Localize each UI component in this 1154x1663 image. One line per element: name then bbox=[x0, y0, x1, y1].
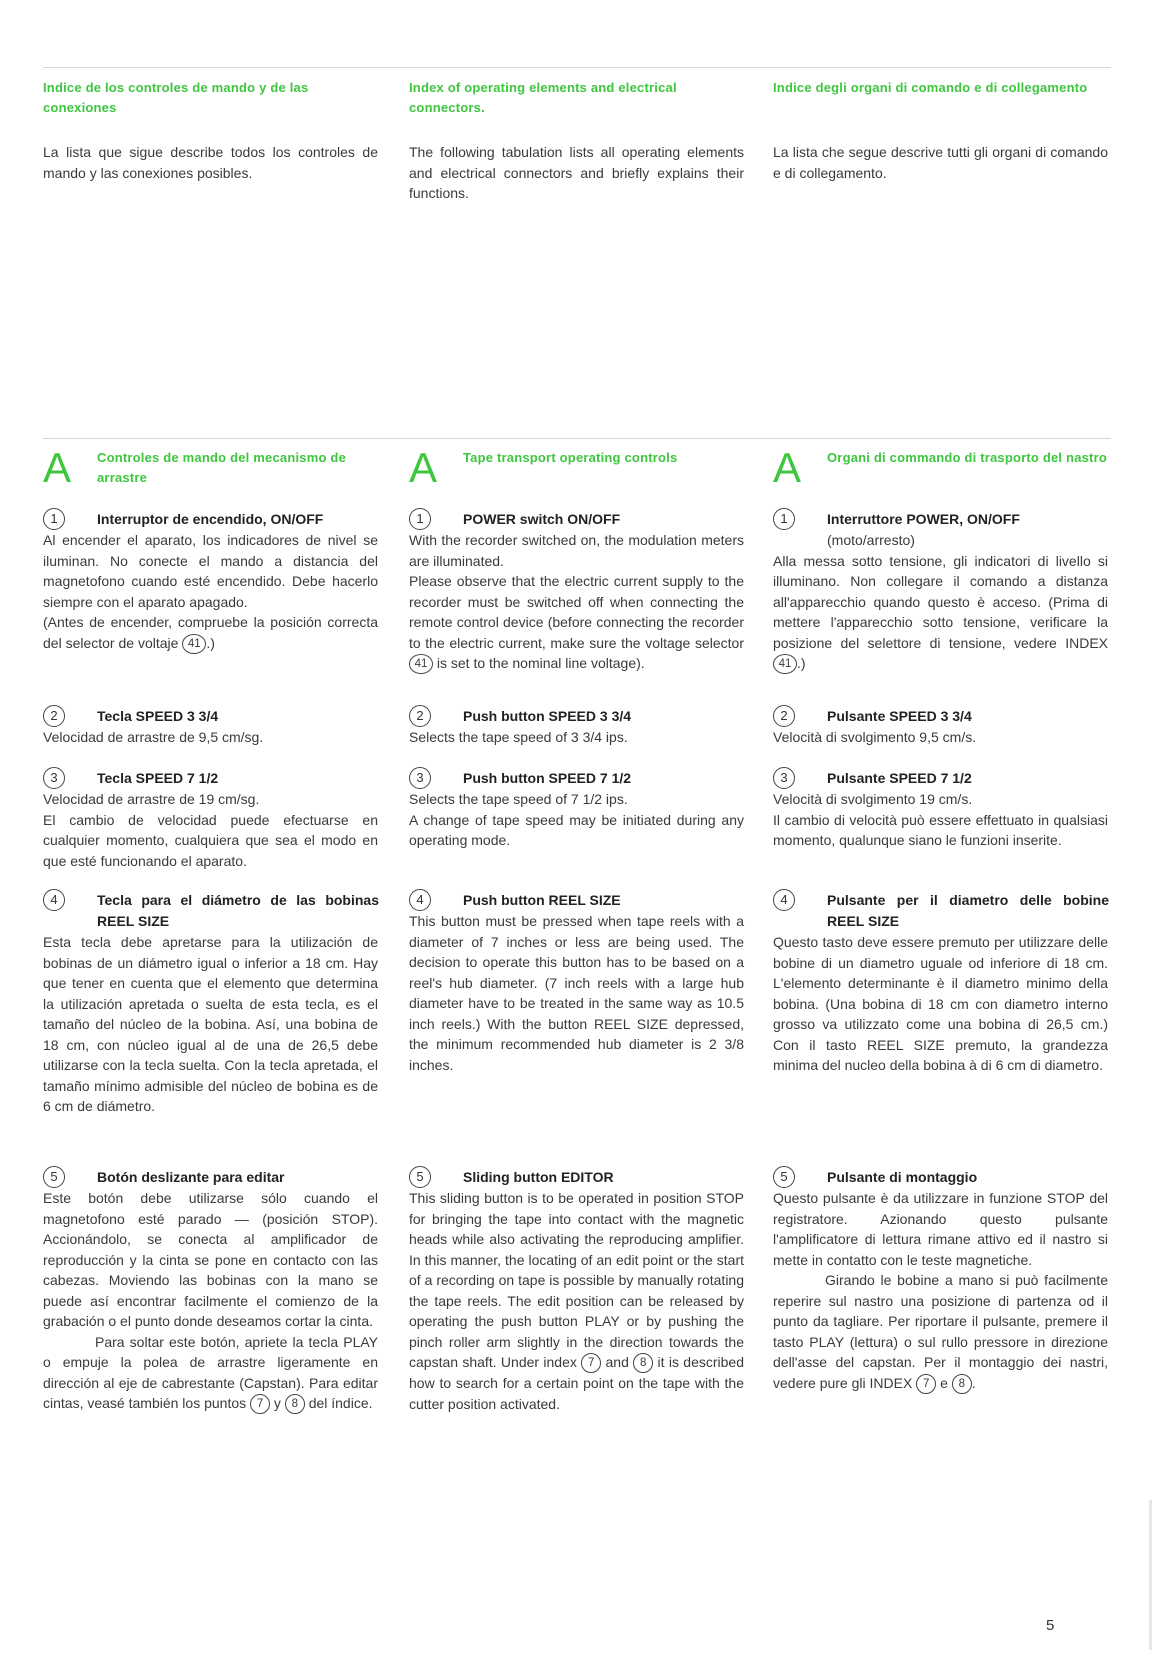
item-text: Questo pulsante è da utilizzare in funzione STOP del registratore. Azionando questo pulsante l'amplificatore di lettura rimane attivo ed il nastro si mette in contatto con le teste magnetiche. bbox=[773, 1190, 1108, 1268]
item-number: 1 bbox=[409, 508, 431, 530]
section-letter: A bbox=[409, 444, 438, 491]
item-it-2 bbox=[773, 706, 1108, 748]
item-number: 4 bbox=[773, 889, 795, 911]
item-text: Selects the tape speed of 7 1/2 ips. bbox=[409, 791, 628, 807]
item-number: 2 bbox=[409, 705, 431, 727]
item-title: Push button SPEED 3 3/4 bbox=[463, 708, 632, 724]
index-ref: 41 bbox=[182, 634, 206, 654]
item-text: y bbox=[273, 1395, 281, 1411]
item-text: e bbox=[940, 1374, 948, 1391]
index-ref: 8 bbox=[952, 1374, 972, 1394]
item-text: A change of tape speed may be initiated during any operating mode. bbox=[409, 811, 744, 848]
item-text: This sliding button is to be operated in position STOP for bringing the tape into contact with the magnetic heads while also activating the reproducing amplifier. In this manner, the locating of an edit point or the start of a recording on tape is possible by manually rotating the tape reels. The edit position can be released by operating the push button PLAY or by pushing the pinch roller arm slightly in the direction towards the capstan shaft. Under index bbox=[409, 1190, 744, 1370]
item-it-3 bbox=[773, 768, 1108, 851]
item-title: Botón deslizante para editar bbox=[97, 1169, 285, 1185]
item-es-1 bbox=[43, 509, 378, 654]
item-es-4 bbox=[43, 890, 378, 1117]
item-title: Tecla SPEED 3 3/4 bbox=[97, 708, 219, 724]
item-en-3 bbox=[409, 768, 744, 851]
item-text: .) bbox=[797, 655, 806, 671]
item-number: 2 bbox=[773, 705, 795, 727]
item-number: 1 bbox=[773, 508, 795, 530]
item-text: Girando le bobine a mano si può facilmente reperire sul nastro una posizione di partenza od il punto da tagliare. Per riportare il pulsante, premere il tasto PLAY (lettura) o sul rullo pressore in direzione dell'asse del capstan. Per il montaggio dei nastri, vedere pure gli INDEX bbox=[773, 1272, 1108, 1391]
item-text: With the recorder switched on, the modulation meters are illuminated. bbox=[409, 532, 744, 569]
item-en-5 bbox=[409, 1167, 744, 1414]
section-title-en: Tape transport operating controls bbox=[463, 450, 678, 465]
item-text: Velocità di svolgimento 19 cm/s. bbox=[773, 791, 973, 807]
item-it-5 bbox=[773, 1167, 1108, 1394]
index-ref: 8 bbox=[633, 1353, 653, 1373]
index-title-es: Indice de los controles de mando y de las conexiones bbox=[43, 80, 309, 115]
item-title: Sliding button EDITOR bbox=[463, 1169, 614, 1185]
item-text: Al encender el aparato, los indicadores de nivel se iluminan. No conecte el mando a distancia del magnetofono cuando esté encendido. Debe hacerlo siempre con el aparato apagado. bbox=[43, 532, 378, 610]
item-number: 4 bbox=[43, 889, 65, 911]
item-title: Push button SPEED 7 1/2 bbox=[463, 770, 632, 786]
index-ref: 41 bbox=[409, 654, 433, 674]
item-title: Tecla SPEED 7 1/2 bbox=[97, 770, 219, 786]
item-text: This button must be pressed when tape reels with a diameter of 7 inches or less are being used. The decision to operate this button has to be based on a reel's hub diameter. (7 inch reels with a large hub diameter have to be treated in the same way as 10.5 inch reels.) With the button REEL SIZE depressed, the minimum recommended hub diameter is 2 3/8 inches. bbox=[409, 913, 744, 1073]
item-title: POWER switch ON/OFF bbox=[463, 511, 621, 527]
index-ref: 8 bbox=[285, 1394, 305, 1414]
section-rule bbox=[43, 438, 1111, 439]
item-number: 5 bbox=[43, 1166, 65, 1188]
item-title: Interruttore POWER, ON/OFF bbox=[827, 511, 1020, 527]
section-letter: A bbox=[43, 444, 72, 491]
item-it-1 bbox=[773, 509, 1108, 674]
item-es-3 bbox=[43, 768, 378, 871]
item-title: Pulsante per il diametro delle bobine REEL SIZE bbox=[827, 892, 1109, 929]
item-number: 4 bbox=[409, 889, 431, 911]
item-number: 5 bbox=[409, 1166, 431, 1188]
section-header-es bbox=[43, 446, 378, 490]
item-text: Please observe that the electric current supply to the recorder must be switched off when connecting the remote control device (before connecting the recorder to the electric current, make sure the voltage selector bbox=[409, 573, 744, 651]
index-title-en: Index of operating elements and electrical connectors. bbox=[409, 80, 677, 115]
item-title: Tecla para el diámetro de las bobinas REEL SIZE bbox=[97, 892, 379, 929]
item-en-1 bbox=[409, 509, 744, 674]
item-number: 5 bbox=[773, 1166, 795, 1188]
index-ref: 41 bbox=[773, 654, 797, 674]
item-text: and bbox=[605, 1354, 629, 1370]
item-text: Este botón debe utilizarse sólo cuando el magnetofono esté parado — (posición STOP). Accionándolo, se conecta al amplificador de reproducción y la cinta se pone en contacto con las cabezas. Moviendo las bobinas con la mano se puede así encontrar facilmente el comienzo de la grabación o el punto donde deseamos cortar la cinta. bbox=[43, 1190, 378, 1329]
item-text: it is described how to search for a certain point on the tape with the cutter position activated. bbox=[409, 1354, 744, 1412]
index-ref: 7 bbox=[250, 1394, 270, 1414]
item-title: Pulsante SPEED 3 3/4 bbox=[827, 708, 972, 724]
section-title-es: Controles de mando del mecanismo de arrastre bbox=[97, 450, 346, 485]
item-title: Push button REEL SIZE bbox=[463, 892, 621, 908]
item-number: 3 bbox=[409, 767, 431, 789]
item-text: Para soltar este botón, apriete la tecla PLAY o empuje la polea de arrastre ligeramente en dirección al eje de cabrestante (Capstan). Para editar cintas, veasé también los puntos bbox=[43, 1333, 378, 1411]
item-text: Velocidad de arrastre de 19 cm/sg. bbox=[43, 791, 260, 807]
item-text: El cambio de velocidad puede efectuarse en cualquier momento, cualquiera que sea el modo en que esté funcionando el aparato. bbox=[43, 811, 378, 869]
item-number: 3 bbox=[43, 767, 65, 789]
item-es-2 bbox=[43, 706, 378, 748]
item-title: Pulsante SPEED 7 1/2 bbox=[827, 770, 972, 786]
section-letter: A bbox=[773, 444, 802, 491]
page-edge-shadow bbox=[1149, 1500, 1152, 1650]
item-text: Selects the tape speed of 3 3/4 ips. bbox=[409, 729, 628, 745]
item-text: del índice. bbox=[308, 1395, 373, 1411]
item-title: Pulsante di montaggio bbox=[827, 1169, 978, 1185]
item-number: 2 bbox=[43, 705, 65, 727]
item-it-4 bbox=[773, 890, 1108, 1076]
item-es-5 bbox=[43, 1167, 378, 1414]
item-text: is set to the nominal line voltage). bbox=[436, 655, 645, 671]
item-text: .) bbox=[206, 634, 215, 651]
intro-it: La lista che segue descrive tutti gli organi di comando e di collegamento. bbox=[773, 144, 1108, 181]
intro-es: La lista que sigue describe todos los controles de mando y las conexiones posibles. bbox=[43, 144, 378, 181]
item-text: Il cambio di velocità può essere effettuato in qualsiasi momento, qualunque siano le funzioni inserite. bbox=[773, 811, 1108, 848]
page-number: 5 bbox=[1046, 1617, 1055, 1634]
index-title-it: Indice degli organi di comando e di collegamento bbox=[773, 80, 1088, 95]
item-text: . bbox=[971, 1374, 976, 1391]
item-number: 3 bbox=[773, 767, 795, 789]
item-text: Velocidad de arrastre de 9,5 cm/sg. bbox=[43, 729, 264, 745]
item-text: (Antes de encender, compruebe la posición correcta del selector de voltaje bbox=[43, 614, 378, 651]
item-text: Velocità di svolgimento 9,5 cm/s. bbox=[773, 729, 977, 745]
index-ref: 7 bbox=[581, 1353, 601, 1373]
section-header-en bbox=[409, 446, 744, 490]
item-text: Questo tasto deve essere premuto per utilizzare delle bobine di un diametro uguale od inferiore di 18 cm. L'elemento determinante è il diametro minimo della bobina. (Una bobina di 18 cm con diametro interno grosso va utilizzato come una bobina di 26,5 cm.) Con il tasto REEL SIZE premuto, la grandezza minima del nucleo della bobina à di 6 cm di diametro. bbox=[773, 934, 1108, 1073]
item-en-2 bbox=[409, 706, 744, 748]
section-header-it bbox=[773, 446, 1108, 490]
index-ref: 7 bbox=[916, 1374, 936, 1394]
item-text: Esta tecla debe apretarse para la utilización de bobinas de un diámetro igual o inferior a 18 cm. Hay que tener en cuenta que el elemento que determina la utilización apretada o suelta de esta tecla, es el tamaño del núcleo de la bobina. Así, una bobina de 18 cm, con núcleo igual al de una de 26,5 debe utilizarse con la tecla suelta. Con la tecla apretada, el tamaño mínimo admisible del núcleo de bobina es de 6 cm de diámetro. bbox=[43, 934, 378, 1114]
item-text: Alla messa sotto tensione, gli indicatori di livello si illuminano. Non collegare il comando a distanza all'apparecchio quando questo è acceso. (Prima di mettere l'apparecchio sotto tensione, verificare la posizione del selettore di tensione, vedere INDEX bbox=[773, 552, 1108, 651]
item-subtitle: (moto/arresto) bbox=[827, 532, 915, 548]
item-title: Interruptor de encendido, ON/OFF bbox=[97, 511, 324, 527]
section-title-it: Organi di commando di trasporto del nastro bbox=[827, 450, 1107, 465]
intro-en: The following tabulation lists all operating elements and electrical connectors and briefly explains their functions. bbox=[409, 144, 744, 201]
item-number: 1 bbox=[43, 508, 65, 530]
item-en-4 bbox=[409, 890, 744, 1075]
top-rule bbox=[43, 67, 1111, 68]
